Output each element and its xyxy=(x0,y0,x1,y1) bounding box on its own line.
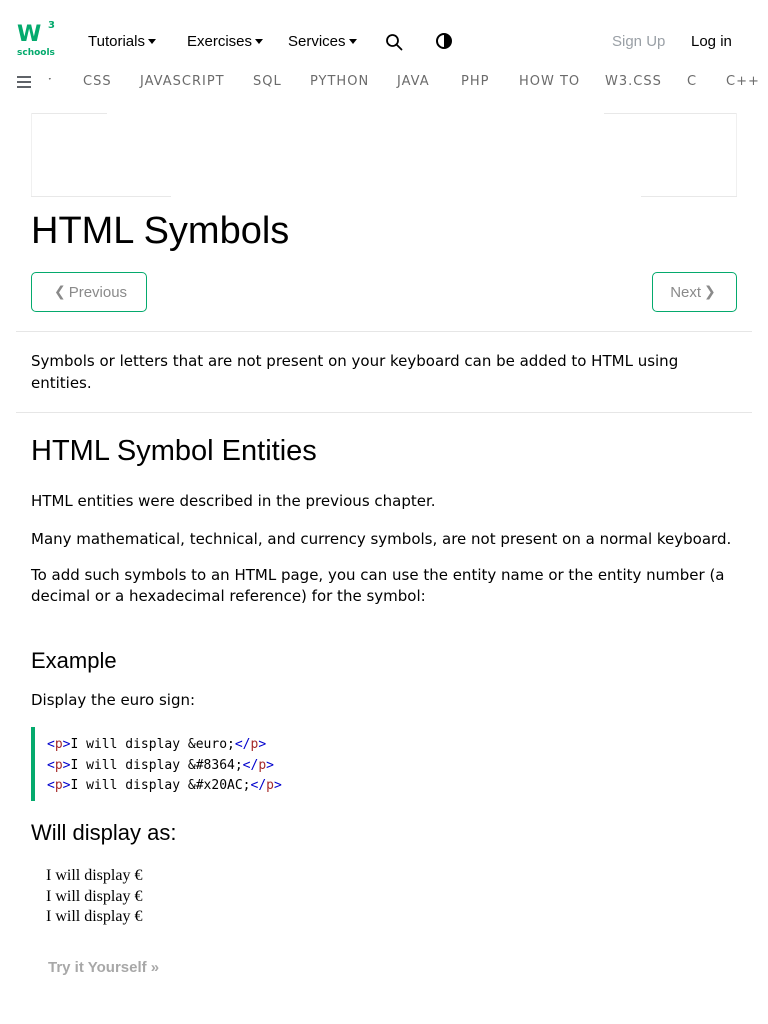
code-token: < xyxy=(47,737,55,752)
example-title: Example xyxy=(31,648,117,673)
nav-tutorials-label: Tutorials xyxy=(88,33,145,50)
code-token: p xyxy=(250,737,259,752)
section-paragraph: To add such symbols to an HTML page, you can use the entity name or the entity number (a decimal or a hexadecimal reference) for the symbol: xyxy=(31,566,725,605)
subnav-item-sql[interactable]: SQL xyxy=(253,74,282,89)
nav-services-label: Services xyxy=(288,33,346,50)
code-token: p xyxy=(266,778,274,793)
section-paragraph: Many mathematical, technical, and currency symbols, are not present on a normal keyboard. xyxy=(31,530,732,548)
intro-paragraph: Symbols or letters that are not present on your keyboard can be added to HTML using entities. xyxy=(31,352,679,392)
code-token: p xyxy=(54,737,63,752)
caret-down-icon xyxy=(255,39,263,44)
ad-placeholder xyxy=(31,113,737,197)
signup-link[interactable]: Sign Up xyxy=(612,33,666,50)
page-title: HTML Symbols xyxy=(31,210,290,252)
subnav-item-w3css[interactable]: W3.CSS xyxy=(605,74,662,89)
caret-down-icon xyxy=(148,39,156,44)
code-token: I will display &#x20AC; xyxy=(70,778,251,793)
divider xyxy=(16,331,752,332)
logo-subtitle: schools xyxy=(17,48,55,58)
top-navigation-bar xyxy=(0,0,768,66)
w3schools-logo[interactable] xyxy=(17,22,57,60)
divider xyxy=(16,412,752,413)
chevron-left-icon: ❮ xyxy=(53,284,66,300)
result-output xyxy=(46,866,142,928)
next-label: Next xyxy=(670,283,702,301)
code-token: </ xyxy=(242,757,259,773)
code-line xyxy=(47,756,737,777)
code-token: > xyxy=(62,757,71,773)
code-token: I will display &#8364; xyxy=(70,757,243,773)
result-line: I will display € xyxy=(46,887,143,905)
subnav-item-javascript[interactable]: JAVASCRIPT xyxy=(140,74,225,89)
logo-main: W xyxy=(17,22,40,47)
chevron-right-icon: ❯ xyxy=(704,284,716,300)
code-token: > xyxy=(62,778,71,793)
search-icon[interactable] xyxy=(385,33,403,51)
code-token: p xyxy=(258,757,267,773)
section-paragraph: HTML entities were described in the previous chapter. xyxy=(31,492,436,510)
code-token: < xyxy=(47,757,55,773)
next-button[interactable] xyxy=(652,272,737,312)
subnav-item-howto[interactable]: HOW TO xyxy=(519,74,581,89)
code-token: I will display &euro; xyxy=(70,737,235,752)
code-line xyxy=(47,735,737,756)
subnav-item-python[interactable]: PYTHON xyxy=(310,74,370,89)
hamburger-menu-icon[interactable] xyxy=(17,76,31,88)
code-token: > xyxy=(258,737,267,752)
try-it-yourself-button[interactable]: Try it Yourself » xyxy=(31,948,176,986)
caret-down-icon xyxy=(349,39,357,44)
code-token: </ xyxy=(250,778,267,793)
code-token: > xyxy=(62,737,71,752)
result-line: I will display € xyxy=(46,908,143,925)
subnav-item-c[interactable]: C xyxy=(687,74,698,89)
code-token: </ xyxy=(234,737,251,752)
code-token: p xyxy=(54,757,63,773)
result-line: I will display € xyxy=(46,867,143,884)
subnav-item-php[interactable]: PHP xyxy=(461,74,490,89)
code-line xyxy=(47,776,737,797)
code-token: > xyxy=(273,778,282,793)
code-token: > xyxy=(266,757,274,773)
subnav-item-css[interactable]: CSS xyxy=(83,74,112,89)
login-link[interactable]: Log in xyxy=(691,33,732,50)
code-example xyxy=(31,727,737,801)
code-token: < xyxy=(47,778,55,793)
previous-label: Previous xyxy=(68,283,128,301)
result-title: Will display as: xyxy=(31,820,177,845)
contrast-icon[interactable] xyxy=(436,33,452,49)
code-token: p xyxy=(54,778,63,793)
nav-exercises[interactable] xyxy=(187,33,263,50)
nav-tutorials[interactable] xyxy=(88,33,156,50)
subnav-item-cpp[interactable]: C++ xyxy=(726,74,760,89)
nav-services[interactable] xyxy=(288,33,357,50)
example-description: Display the euro sign: xyxy=(31,691,196,709)
subnav-item-java[interactable]: JAVA xyxy=(397,74,430,89)
logo-superscript: 3 xyxy=(48,20,55,31)
section-title: HTML Symbol Entities xyxy=(31,435,317,467)
nav-exercises-label: Exercises xyxy=(187,33,253,50)
previous-button[interactable] xyxy=(31,272,147,312)
subnav-item-html[interactable]: ˑ xyxy=(48,74,54,89)
